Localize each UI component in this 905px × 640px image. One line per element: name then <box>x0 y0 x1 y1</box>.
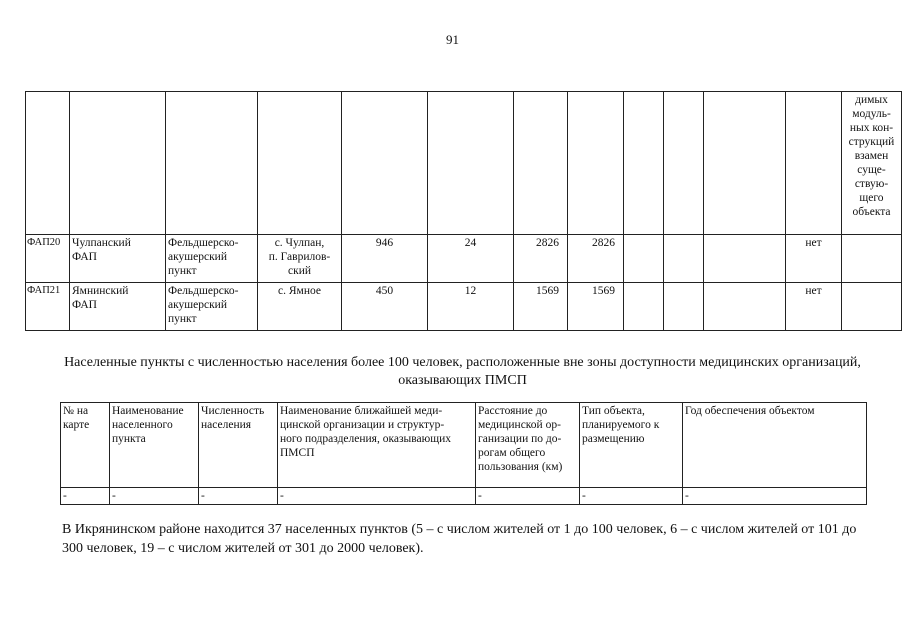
row-value-3: 1569 <box>514 283 568 331</box>
row-value-1: 946 <box>342 235 428 283</box>
row-value-4: 2826 <box>568 235 624 283</box>
row-type: Фельдшерско- акушерский пункт <box>166 235 258 283</box>
header-map-number: № на карте <box>61 403 110 488</box>
header-object-type: Тип объекта, планируемого к размещению <box>580 403 683 488</box>
row-code: ФАП20 <box>26 235 70 283</box>
header-distance: Расстояние до медицинской ор- ганизации по до- рогам общего пользования (км) <box>476 403 580 488</box>
row-value-4: 1569 <box>568 283 624 331</box>
section-heading: Населенные пункты с численностью населения более 100 человек, расположенные вне зоны доступности медицинских организаций, оказывающих ПМСП <box>64 355 861 388</box>
cell: - <box>110 488 199 505</box>
cell: - <box>61 488 110 505</box>
table-row <box>26 283 902 331</box>
summary-paragraph: В Икрянинском районе находится 37 населенных пунктов (5 – с числом жителей от 1 до 100 человек, 6 – с числом жителей от 101 до 300 человек, 19 – с числом жителей от 301 до 2000 человек). <box>62 522 857 556</box>
row-value-3: 2826 <box>514 235 568 283</box>
row-place: с. Ямное <box>258 283 342 331</box>
settlements-table <box>60 402 867 505</box>
row-code: ФАП21 <box>26 283 70 331</box>
page-number: 91 <box>446 32 459 47</box>
cell: - <box>683 488 867 505</box>
cell: - <box>278 488 476 505</box>
row-value-5: нет <box>786 283 842 331</box>
header-population: Численность населения <box>199 403 278 488</box>
header-cell-modular: димых модуль- ных кон- струкций взамен суще- ствую- щего объекта <box>842 92 902 235</box>
row-name: Ямнинский ФАП <box>70 283 166 331</box>
row-value-2: 24 <box>428 235 514 283</box>
row-name: Чулпанский ФАП <box>70 235 166 283</box>
row-value-5: нет <box>786 235 842 283</box>
table-header-row <box>26 92 902 235</box>
row-place: с. Чулпан, п. Гаврилов- ский <box>258 235 342 283</box>
table-row <box>61 488 867 505</box>
header-settlement-name: Наименование населенного пункта <box>110 403 199 488</box>
facilities-table <box>25 91 902 331</box>
header-year: Год обеспечения объектом <box>683 403 867 488</box>
cell: - <box>580 488 683 505</box>
row-value-2: 12 <box>428 283 514 331</box>
cell: - <box>476 488 580 505</box>
header-nearest-organization: Наименование ближайшей меди- цинской организации и структур- ного подразделения, оказывающих ПМСП <box>278 403 476 488</box>
cell: - <box>199 488 278 505</box>
table-row <box>26 235 902 283</box>
row-type: Фельдшерско- акушерский пункт <box>166 283 258 331</box>
row-value-1: 450 <box>342 283 428 331</box>
table-header-row <box>61 403 867 488</box>
